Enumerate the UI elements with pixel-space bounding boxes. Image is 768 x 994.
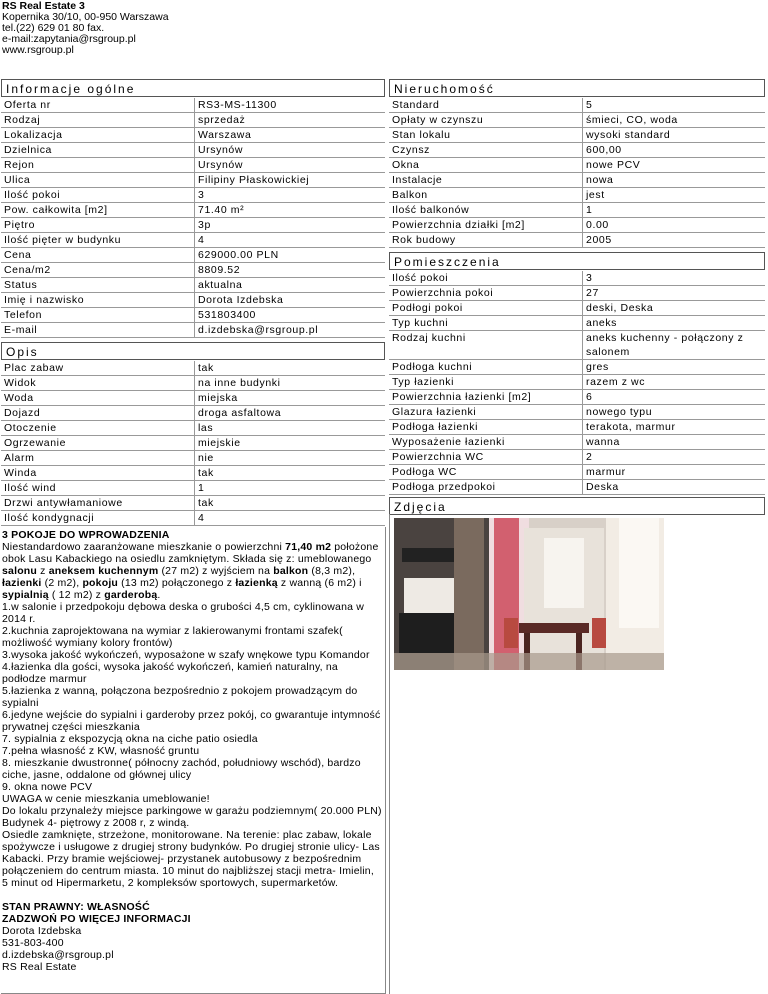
rooms-row bbox=[389, 405, 765, 420]
rooms-value: 6 bbox=[582, 390, 765, 405]
rooms-value: aneks kuchenny - połączony z salonem bbox=[582, 331, 765, 360]
rooms-row bbox=[389, 420, 765, 435]
general-row bbox=[1, 98, 385, 113]
description-line: 2.kuchnia zaprojektowana na wymiar z lakierowanymi frontami szafek( możliwość wymiany kolory frontów) bbox=[2, 625, 343, 649]
opis-row bbox=[1, 376, 385, 391]
opis-label: Ogrzewanie bbox=[1, 436, 194, 451]
description-line: 5.łazienka z wanną, połączona bezpośrednio z pokojem prowadzącym do sypialni bbox=[2, 685, 358, 709]
contact-line: d.izdebska@rsgroup.pl bbox=[2, 949, 114, 961]
section-title-photos: Zdjęcia bbox=[389, 497, 765, 515]
property-label: Okna bbox=[389, 158, 582, 173]
description-heading: 3 POKOJE DO WPROWADZENIA bbox=[2, 529, 170, 541]
description-line: 9. okna nowe PCV bbox=[2, 781, 93, 793]
general-value: Filipiny Płaskowickiej bbox=[194, 173, 385, 188]
contact-line: 531-803-400 bbox=[2, 937, 64, 949]
rooms-label: Glazura łazienki bbox=[389, 405, 582, 420]
description-line: 1.w salonie i przedpokoju dębowa deska o grubości 4,5 cm, cyklinowana w 2014 r. bbox=[2, 601, 365, 625]
property-value: jest bbox=[582, 188, 765, 203]
call-to-action: ZADZWOŃ PO WIĘCEJ INFORMACJI bbox=[2, 913, 191, 925]
general-row bbox=[1, 143, 385, 158]
rooms-value: gres bbox=[582, 360, 765, 375]
opis-row bbox=[1, 361, 385, 376]
property-value: 1 bbox=[582, 203, 765, 218]
description-line: 3.wysoka jakość wykończeń, wyposażone w szafy wnękowe typu Komandor bbox=[2, 649, 370, 661]
description-line: 7. sypialnia z ekspozycją okna na ciche patio osiedla bbox=[2, 733, 258, 745]
general-row bbox=[1, 218, 385, 233]
general-label: Cena/m2 bbox=[1, 263, 194, 278]
rooms-label: Podłoga przedpokoi bbox=[389, 480, 582, 495]
property-row bbox=[389, 98, 765, 113]
property-row bbox=[389, 143, 765, 158]
general-label: Ilość pokoi bbox=[1, 188, 194, 203]
property-label: Rok budowy bbox=[389, 233, 582, 248]
rooms-label: Wyposażenie łazienki bbox=[389, 435, 582, 450]
rooms-row bbox=[389, 331, 765, 360]
description-attributes-table bbox=[1, 361, 385, 526]
description-intro: Niestandardowo zaaranżowane mieszkanie o powierzchni 71,40 m2 położone obok Lasu Kabackiego na osiedlu zamkniętym. Składa się z: umeblowanego salonu z aneksem kuchennym (27 m2) z wyjściem na balkon (8,3 m2), łazienki (2 m2), pokoju (13 m2) połączonego z łazienką z wanną (6 m2) i sypialnią ( 12 m2) z garderobą. bbox=[2, 541, 379, 601]
property-label: Opłaty w czynszu bbox=[389, 113, 582, 128]
property-row bbox=[389, 233, 765, 248]
opis-label: Dojazd bbox=[1, 406, 194, 421]
property-label: Balkon bbox=[389, 188, 582, 203]
general-label: Ulica bbox=[1, 173, 194, 188]
general-value: sprzedaż bbox=[194, 113, 385, 128]
opis-label: Woda bbox=[1, 391, 194, 406]
rooms-value: 27 bbox=[582, 286, 765, 301]
rooms-row bbox=[389, 360, 765, 375]
agency-address: Kopernika 30/10, 00-950 Warszawa bbox=[2, 11, 169, 23]
general-label: Pow. całkowita [m2] bbox=[1, 203, 194, 218]
rooms-value: Deska bbox=[582, 480, 765, 495]
opis-label: Ilość kondygnacji bbox=[1, 511, 194, 526]
opis-value: miejskie bbox=[194, 436, 385, 451]
opis-value: miejska bbox=[194, 391, 385, 406]
general-row bbox=[1, 263, 385, 278]
contact-block bbox=[2, 925, 382, 973]
rooms-row bbox=[389, 480, 765, 495]
general-value: Warszawa bbox=[194, 128, 385, 143]
rooms-label: Ilość pokoi bbox=[389, 271, 582, 286]
property-value: śmieci, CO, woda bbox=[582, 113, 765, 128]
rooms-value: terakota, marmur bbox=[582, 420, 765, 435]
rooms-label: Typ kuchni bbox=[389, 316, 582, 331]
general-row bbox=[1, 278, 385, 293]
apartment-photo-image bbox=[394, 518, 664, 670]
description-line: 6.jedyne wejście do sypialni i garderoby przez pokój, co gwarantuje intymność prywatnej części mieszkania bbox=[2, 709, 381, 733]
general-label: Ilość pięter w budynku bbox=[1, 233, 194, 248]
agency-website[interactable]: www.rsgroup.pl bbox=[2, 44, 74, 56]
property-label: Standard bbox=[389, 98, 582, 113]
opis-value: na inne budynki bbox=[194, 376, 385, 391]
rooms-table bbox=[389, 271, 765, 495]
opis-value: tak bbox=[194, 361, 385, 376]
description-text bbox=[2, 529, 382, 973]
general-row bbox=[1, 233, 385, 248]
rooms-row bbox=[389, 286, 765, 301]
rooms-row bbox=[389, 271, 765, 286]
section-title-general: Informacje ogólne bbox=[1, 79, 385, 97]
agency-email[interactable]: e-mail:zapytania@rsgroup.pl bbox=[2, 33, 136, 45]
apartment-photo[interactable] bbox=[394, 518, 664, 670]
opis-row bbox=[1, 481, 385, 496]
property-row bbox=[389, 158, 765, 173]
property-label: Instalacje bbox=[389, 173, 582, 188]
opis-label: Ilość wind bbox=[1, 481, 194, 496]
rooms-row bbox=[389, 465, 765, 480]
general-row bbox=[1, 323, 385, 338]
general-row bbox=[1, 188, 385, 203]
property-row bbox=[389, 113, 765, 128]
opis-label: Alarm bbox=[1, 451, 194, 466]
property-label: Czynsz bbox=[389, 143, 582, 158]
property-label: Stan lokalu bbox=[389, 128, 582, 143]
rooms-row bbox=[389, 301, 765, 316]
opis-row bbox=[1, 466, 385, 481]
general-value: 629000.00 PLN bbox=[194, 248, 385, 263]
general-label: Status bbox=[1, 278, 194, 293]
general-label: Imię i nazwisko bbox=[1, 293, 194, 308]
description-line: 7.pełna własność z KW, własność gruntu bbox=[2, 745, 200, 757]
general-row bbox=[1, 308, 385, 323]
general-row bbox=[1, 113, 385, 128]
rooms-row bbox=[389, 390, 765, 405]
general-row bbox=[1, 173, 385, 188]
rooms-label: Powierzchnia łazienki [m2] bbox=[389, 390, 582, 405]
description-line: UWAGA w cenie mieszkania umeblowanie! bbox=[2, 793, 210, 805]
property-value: nowe PCV bbox=[582, 158, 765, 173]
property-label: Ilość balkonów bbox=[389, 203, 582, 218]
general-value: d.izdebska@rsgroup.pl bbox=[194, 323, 385, 338]
contact-line: RS Real Estate bbox=[2, 961, 77, 973]
general-value: Ursynów bbox=[194, 143, 385, 158]
section-title-rooms: Pomieszczenia bbox=[389, 252, 765, 270]
opis-value: tak bbox=[194, 496, 385, 511]
rooms-value: deski, Deska bbox=[582, 301, 765, 316]
general-label: Piętro bbox=[1, 218, 194, 233]
rooms-value: razem z wc bbox=[582, 375, 765, 390]
description-line: 4.łazienka dla gości, wysoka jakość wykończeń, kamień naturalny, na podłodze marmur bbox=[2, 661, 338, 685]
property-value: 5 bbox=[582, 98, 765, 113]
legal-status: STAN PRAWNY: WŁASNOŚĆ bbox=[2, 901, 150, 913]
general-value: 71.40 m² bbox=[194, 203, 385, 218]
general-label: Telefon bbox=[1, 308, 194, 323]
general-label: Lokalizacja bbox=[1, 128, 194, 143]
general-value: 4 bbox=[194, 233, 385, 248]
opis-value: 4 bbox=[194, 511, 385, 526]
general-row bbox=[1, 203, 385, 218]
contact-line: Dorota Izdebska bbox=[2, 925, 82, 937]
general-label: Dzielnica bbox=[1, 143, 194, 158]
rooms-row bbox=[389, 435, 765, 450]
rooms-label: Powierzchnia WC bbox=[389, 450, 582, 465]
opis-label: Otoczenie bbox=[1, 421, 194, 436]
rooms-row bbox=[389, 450, 765, 465]
agency-phone: tel.(22) 629 01 80 fax. bbox=[2, 22, 105, 34]
property-value: 0.00 bbox=[582, 218, 765, 233]
rooms-label: Powierzchnia pokoi bbox=[389, 286, 582, 301]
general-value: 3p bbox=[194, 218, 385, 233]
opis-label: Drzwi antywłamaniowe bbox=[1, 496, 194, 511]
property-label: Powierzchnia działki [m2] bbox=[389, 218, 582, 233]
rooms-label: Podłoga łazienki bbox=[389, 420, 582, 435]
property-value: 2005 bbox=[582, 233, 765, 248]
general-value: RS3-MS-11300 bbox=[194, 98, 385, 113]
general-row bbox=[1, 128, 385, 143]
opis-label: Widok bbox=[1, 376, 194, 391]
general-value: 531803400 bbox=[194, 308, 385, 323]
rooms-value: marmur bbox=[582, 465, 765, 480]
rooms-value: 2 bbox=[582, 450, 765, 465]
general-value: 3 bbox=[194, 188, 385, 203]
opis-row bbox=[1, 406, 385, 421]
opis-row bbox=[1, 451, 385, 466]
opis-value: nie bbox=[194, 451, 385, 466]
general-label: Rodzaj bbox=[1, 113, 194, 128]
general-info-table bbox=[1, 98, 385, 338]
rooms-value: aneks bbox=[582, 316, 765, 331]
rooms-label: Typ łazienki bbox=[389, 375, 582, 390]
property-row bbox=[389, 203, 765, 218]
general-value: aktualna bbox=[194, 278, 385, 293]
rooms-label: Podłoga kuchni bbox=[389, 360, 582, 375]
opis-value: tak bbox=[194, 466, 385, 481]
rooms-row bbox=[389, 375, 765, 390]
section-title-description: Opis bbox=[1, 342, 385, 360]
property-row bbox=[389, 218, 765, 233]
general-row bbox=[1, 293, 385, 308]
opis-label: Winda bbox=[1, 466, 194, 481]
agency-header bbox=[2, 1, 169, 56]
description-line: 8. mieszkanie dwustronne( północny zachód, południowy wschód), bardzo ciche, jasne, oddalone od głównej ulicy bbox=[2, 757, 361, 781]
section-title-property: Nieruchomość bbox=[389, 79, 765, 97]
opis-row bbox=[1, 421, 385, 436]
description-line: Osiedle zamknięte, strzeżone, monitorowane. Na terenie: plac zabaw, lokale spożywcze i usługowe z drugiej strony budynków. Po drugiej stronie ulicy- Las Kabacki. Przy bramie wejściowej- przystanek autobusowy z bezpośrednim połączeniem do centrum miasta. 10 minut do najbliższej stacji metra- Imielin, 5 minut od Hipermarketu, 2 kompleksów sportowych, supermarketów. bbox=[2, 829, 380, 889]
opis-row bbox=[1, 511, 385, 526]
opis-row bbox=[1, 391, 385, 406]
property-row bbox=[389, 128, 765, 143]
property-row bbox=[389, 173, 765, 188]
general-label: Oferta nr bbox=[1, 98, 194, 113]
agency-name: RS Real Estate 3 bbox=[2, 0, 85, 12]
rooms-label: Podłogi pokoi bbox=[389, 301, 582, 316]
rooms-label: Rodzaj kuchni bbox=[389, 331, 582, 360]
general-row bbox=[1, 158, 385, 173]
general-label: Cena bbox=[1, 248, 194, 263]
property-row bbox=[389, 188, 765, 203]
opis-value: droga asfaltowa bbox=[194, 406, 385, 421]
opis-row bbox=[1, 436, 385, 451]
opis-value: 1 bbox=[194, 481, 385, 496]
property-value: wysoki standard bbox=[582, 128, 765, 143]
rooms-value: wanna bbox=[582, 435, 765, 450]
rooms-row bbox=[389, 316, 765, 331]
description-lines bbox=[2, 601, 382, 889]
property-value: 600,00 bbox=[582, 143, 765, 158]
description-line: Do lokalu przynależy miejsce parkingowe w garażu podziemnym( 20.000 PLN) bbox=[2, 805, 382, 817]
property-table bbox=[389, 98, 765, 248]
general-value: Ursynów bbox=[194, 158, 385, 173]
general-value: 8809.52 bbox=[194, 263, 385, 278]
rooms-label: Podłoga WC bbox=[389, 465, 582, 480]
rooms-value: nowego typu bbox=[582, 405, 765, 420]
property-value: nowa bbox=[582, 173, 765, 188]
opis-value: las bbox=[194, 421, 385, 436]
rooms-value: 3 bbox=[582, 271, 765, 286]
opis-row bbox=[1, 496, 385, 511]
description-line: Budynek 4- piętrowy z 2008 r, z windą. bbox=[2, 817, 190, 829]
general-label: E-mail bbox=[1, 323, 194, 338]
opis-label: Plac zabaw bbox=[1, 361, 194, 376]
general-value: Dorota Izdebska bbox=[194, 293, 385, 308]
general-row bbox=[1, 248, 385, 263]
general-label: Rejon bbox=[1, 158, 194, 173]
